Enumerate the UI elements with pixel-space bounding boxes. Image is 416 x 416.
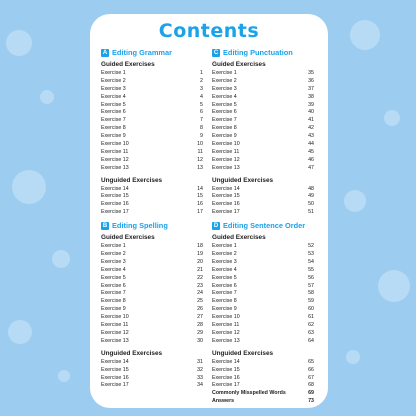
entry-label: Exercise 7 [212, 117, 237, 124]
entry-page-number: 44 [308, 141, 314, 148]
entry-page-number: 11 [197, 148, 203, 155]
entry-label: Exercise 15 [212, 366, 240, 373]
contents-entry [101, 102, 203, 110]
section-letter-badge: C [213, 49, 219, 56]
entry-label: Answers [212, 398, 235, 405]
entry-page-number: 55 [308, 266, 314, 273]
entry-label: Exercise 4 [212, 266, 237, 273]
entry-label: Exercise 11 [212, 322, 240, 329]
entry-page-number: 42 [308, 125, 314, 132]
contents-entry [212, 109, 314, 117]
contents-entry [101, 275, 203, 283]
contents-entry [101, 267, 203, 275]
entry-page-number: 45 [308, 148, 314, 155]
entry-page-number: 40 [308, 109, 314, 116]
entry-label: Exercise 10 [101, 141, 129, 148]
contents-entry [212, 133, 314, 141]
entry-label: Exercise 5 [101, 274, 126, 281]
entry-label: Exercise 7 [212, 290, 237, 297]
entry-page-number: 7 [200, 117, 203, 124]
contents-entry [212, 186, 314, 194]
entry-label: Exercise 4 [101, 93, 126, 100]
entry-label: Exercise 12 [212, 156, 240, 163]
section-letter-badge: D [213, 222, 219, 229]
entry-label: Exercise 15 [212, 193, 240, 200]
page-title: Contents [158, 20, 260, 42]
entry-page-number: 65 [308, 358, 314, 365]
entry-page-number: 32 [197, 366, 203, 373]
entry-page-number: 49 [308, 193, 314, 200]
entry-page-number: 25 [197, 298, 203, 305]
contents-entry [212, 243, 314, 251]
entry-label: Exercise 1 [101, 243, 126, 250]
contents-entry [101, 78, 203, 86]
section-header [101, 220, 203, 231]
entry-label: Exercise 2 [101, 251, 126, 258]
exercise-group [101, 233, 203, 346]
entry-page-number: 19 [197, 251, 203, 258]
entry-label: Exercise 13 [212, 337, 240, 344]
entry-page-number: 3 [200, 85, 203, 92]
contents-entry [212, 251, 314, 259]
contents-entry [101, 209, 203, 217]
entry-page-number: 24 [197, 290, 203, 297]
entry-page-number: 6 [200, 109, 203, 116]
contents-entry [101, 165, 203, 173]
group-title: Guided Exercises [101, 234, 155, 242]
section-header [212, 47, 314, 58]
entry-page-number: 18 [197, 243, 203, 250]
entry-label: Exercise 13 [212, 164, 240, 171]
entry-page-number: 36 [308, 77, 314, 84]
entry-label: Exercise 17 [212, 382, 240, 389]
entry-label: Exercise 15 [101, 366, 129, 373]
contents-entry [212, 306, 314, 314]
contents-entry [101, 243, 203, 251]
entry-page-number: 35 [308, 70, 314, 76]
entry-page-number: 38 [308, 93, 314, 100]
contents-entry [101, 338, 203, 346]
contents-entry [212, 338, 314, 346]
contents-entry [212, 165, 314, 173]
entry-label: Exercise 16 [101, 374, 129, 381]
entry-label: Exercise 2 [212, 251, 237, 258]
group-title: Unguided Exercises [212, 176, 274, 184]
contents-entry [101, 141, 203, 149]
entry-label: Exercise 2 [101, 77, 126, 84]
entry-label: Exercise 7 [101, 117, 126, 124]
entry-label: Exercise 10 [101, 314, 129, 321]
entry-label: Exercise 13 [101, 337, 129, 344]
contents-entry [212, 193, 314, 201]
contents-entry [101, 193, 203, 201]
entry-label: Exercise 16 [212, 201, 240, 208]
entry-label: Exercise 17 [101, 209, 129, 216]
entry-page-number: 22 [197, 274, 203, 281]
entry-label: Exercise 13 [101, 164, 129, 171]
entry-page-number: 59 [308, 298, 314, 305]
entry-label: Exercise 9 [212, 133, 237, 140]
entry-label: Exercise 2 [212, 77, 237, 84]
entry-page-number: 5 [200, 101, 203, 108]
contents-entry [101, 117, 203, 125]
contents-entry [212, 290, 314, 298]
contents-entry [101, 283, 203, 291]
entry-page-number: 21 [197, 266, 203, 273]
contents-entry [212, 267, 314, 275]
entry-page-number: 61 [308, 314, 314, 321]
entry-label: Exercise 1 [212, 70, 237, 76]
entry-page-number: 54 [308, 258, 314, 265]
contents-entry [212, 94, 314, 102]
contents-entry [212, 86, 314, 94]
contents-entry [101, 133, 203, 141]
entry-label: Exercise 3 [101, 258, 126, 265]
entry-page-number: 20 [197, 258, 203, 265]
contents-entry [212, 201, 314, 209]
contents-entry [212, 322, 314, 330]
entry-page-number: 4 [200, 93, 203, 100]
contents-entry [101, 125, 203, 133]
entry-label: Exercise 6 [101, 282, 126, 289]
entry-page-number: 14 [197, 185, 203, 192]
entry-page-number: 62 [308, 322, 314, 329]
contents-entry [212, 209, 314, 217]
entry-label: Exercise 6 [212, 109, 237, 116]
contents-entry [212, 359, 314, 367]
entry-page-number: 29 [197, 329, 203, 336]
entry-page-number: 47 [308, 164, 314, 171]
exercise-group [101, 349, 203, 391]
entry-label: Exercise 12 [101, 329, 129, 336]
entry-page-number: 56 [308, 274, 314, 281]
contents-entry [101, 290, 203, 298]
group-title: Unguided Exercises [101, 176, 163, 184]
exercise-group [101, 176, 203, 218]
entry-label: Exercise 10 [212, 314, 240, 321]
entry-label: Exercise 9 [101, 133, 126, 140]
contents-entry [101, 359, 203, 367]
entry-page-number: 57 [308, 282, 314, 289]
contents-column-right [212, 47, 314, 406]
entry-label: Exercise 16 [212, 374, 240, 381]
entry-label: Exercise 5 [212, 274, 237, 281]
entry-page-number: 33 [197, 374, 203, 381]
entry-label: Exercise 3 [212, 85, 237, 92]
contents-entry [212, 102, 314, 110]
section-title: Editing Grammar [112, 48, 172, 57]
entry-page-number: 68 [308, 382, 314, 389]
contents-entry [101, 109, 203, 117]
entry-label: Exercise 14 [101, 358, 129, 365]
contents-entry [212, 125, 314, 133]
entry-label: Exercise 8 [212, 298, 237, 305]
contents-entry [212, 259, 314, 267]
entry-page-number: 12 [197, 156, 203, 163]
section-letter-badge: A [102, 49, 108, 56]
entry-label: Exercise 3 [101, 85, 126, 92]
entry-page-number: 52 [308, 243, 314, 250]
entry-label: Exercise 16 [101, 201, 129, 208]
contents-entry [101, 86, 203, 94]
entry-page-number: 9 [200, 133, 203, 140]
contents-entry [101, 186, 203, 194]
exercise-group [101, 60, 203, 173]
group-title: Unguided Exercises [101, 349, 163, 357]
entry-page-number: 15 [197, 193, 203, 200]
entry-page-number: 51 [308, 209, 314, 216]
entry-page-number: 26 [197, 306, 203, 313]
contents-entry [212, 382, 314, 390]
exercise-group [212, 60, 314, 173]
entry-label: Exercise 4 [101, 266, 126, 273]
entry-label: Exercise 8 [101, 298, 126, 305]
entry-page-number: 37 [308, 85, 314, 92]
contents-entry [101, 298, 203, 306]
entry-page-number: 60 [308, 306, 314, 313]
contents-entry [212, 275, 314, 283]
entry-label: Exercise 17 [101, 382, 129, 389]
section-header [212, 220, 314, 231]
entry-label: Exercise 10 [212, 141, 240, 148]
section-b [101, 220, 203, 390]
entry-label: Exercise 15 [101, 193, 129, 200]
section-title: Editing Punctuation [223, 48, 293, 57]
entry-page-number: 64 [308, 337, 314, 344]
entry-label: Exercise 9 [101, 306, 126, 313]
entry-label: Exercise 8 [101, 125, 126, 132]
entry-page-number: 23 [197, 282, 203, 289]
contents-entry [212, 149, 314, 157]
entry-page-number: 30 [197, 337, 203, 344]
contents-entry [212, 141, 314, 149]
entry-page-number: 43 [308, 133, 314, 140]
entry-label: Exercise 8 [212, 125, 237, 132]
contents-entry [101, 70, 203, 78]
entry-label: Exercise 5 [212, 101, 237, 108]
contents-entry [212, 398, 314, 406]
entry-label: Exercise 11 [101, 322, 129, 329]
entry-label: Exercise 17 [212, 209, 240, 216]
contents-entry [101, 314, 203, 322]
entry-label: Exercise 11 [212, 148, 240, 155]
entry-page-number: 34 [197, 382, 203, 389]
contents-entry [212, 117, 314, 125]
contents-entry [101, 375, 203, 383]
group-title: Guided Exercises [101, 61, 155, 68]
contents-column-left [101, 47, 203, 390]
contents-entry [101, 330, 203, 338]
entry-label: Exercise 12 [212, 329, 240, 336]
entry-page-number: 69 [308, 390, 314, 397]
entry-label: Exercise 6 [101, 109, 126, 116]
entry-label: Exercise 4 [212, 93, 237, 100]
entry-page-number: 39 [308, 101, 314, 108]
entry-page-number: 8 [200, 125, 203, 132]
contents-entry [212, 283, 314, 291]
contents-entry [101, 322, 203, 330]
contents-entry [101, 201, 203, 209]
entry-page-number: 28 [197, 322, 203, 329]
entry-label: Exercise 1 [101, 70, 126, 76]
entry-page-number: 66 [308, 366, 314, 373]
entry-page-number: 50 [308, 201, 314, 208]
contents-card [90, 14, 328, 408]
entry-label: Exercise 5 [101, 101, 126, 108]
section-a [101, 47, 203, 217]
entry-page-number: 27 [197, 314, 203, 321]
contents-entry [101, 94, 203, 102]
contents-entry [212, 375, 314, 383]
entry-label: Exercise 6 [212, 282, 237, 289]
contents-entry [212, 367, 314, 375]
entry-label: Exercise 14 [212, 185, 240, 192]
entry-page-number: 53 [308, 251, 314, 258]
section-header [101, 47, 203, 58]
entry-page-number: 1 [200, 70, 203, 76]
entry-page-number: 73 [308, 398, 314, 405]
exercise-group [212, 176, 314, 218]
entry-page-number: 16 [197, 201, 203, 208]
contents-entry [212, 298, 314, 306]
contents-entry [212, 314, 314, 322]
group-title: Unguided Exercises [212, 349, 274, 357]
entry-label: Commonly Misspelled Words [212, 390, 286, 397]
section-d [212, 220, 314, 406]
entry-page-number: 2 [200, 77, 203, 84]
entry-label: Exercise 11 [101, 148, 129, 155]
entry-label: Exercise 14 [101, 185, 129, 192]
entry-label: Exercise 3 [212, 258, 237, 265]
contents-entry [212, 157, 314, 165]
section-c [212, 47, 314, 217]
entry-page-number: 31 [197, 358, 203, 365]
entry-label: Exercise 12 [101, 156, 129, 163]
entry-page-number: 48 [308, 185, 314, 192]
entry-label: Exercise 7 [101, 290, 126, 297]
contents-entry [101, 259, 203, 267]
entry-label: Exercise 9 [212, 306, 237, 313]
entry-page-number: 17 [197, 209, 203, 216]
contents-entry [101, 367, 203, 375]
group-title: Guided Exercises [212, 61, 266, 68]
group-title: Guided Exercises [212, 234, 266, 242]
entry-page-number: 58 [308, 290, 314, 297]
exercise-group [212, 349, 314, 406]
contents-entry [212, 390, 314, 398]
entry-page-number: 13 [197, 164, 203, 171]
entry-page-number: 67 [308, 374, 314, 381]
contents-entry [101, 306, 203, 314]
entry-label: Exercise 14 [212, 358, 240, 365]
entry-page-number: 41 [308, 117, 314, 124]
section-title: Editing Spelling [112, 221, 168, 231]
section-title: Editing Sentence Order [223, 221, 306, 231]
entry-page-number: 63 [308, 329, 314, 336]
exercise-group [212, 233, 314, 346]
entry-label: Exercise 1 [212, 243, 237, 250]
contents-entry [212, 78, 314, 86]
contents-entry [212, 330, 314, 338]
contents-entry [212, 70, 314, 78]
contents-entry [101, 149, 203, 157]
contents-entry [101, 251, 203, 259]
section-letter-badge: B [102, 222, 108, 229]
contents-entry [101, 382, 203, 390]
entry-page-number: 46 [308, 156, 314, 163]
contents-entry [101, 157, 203, 165]
entry-page-number: 10 [197, 141, 203, 148]
